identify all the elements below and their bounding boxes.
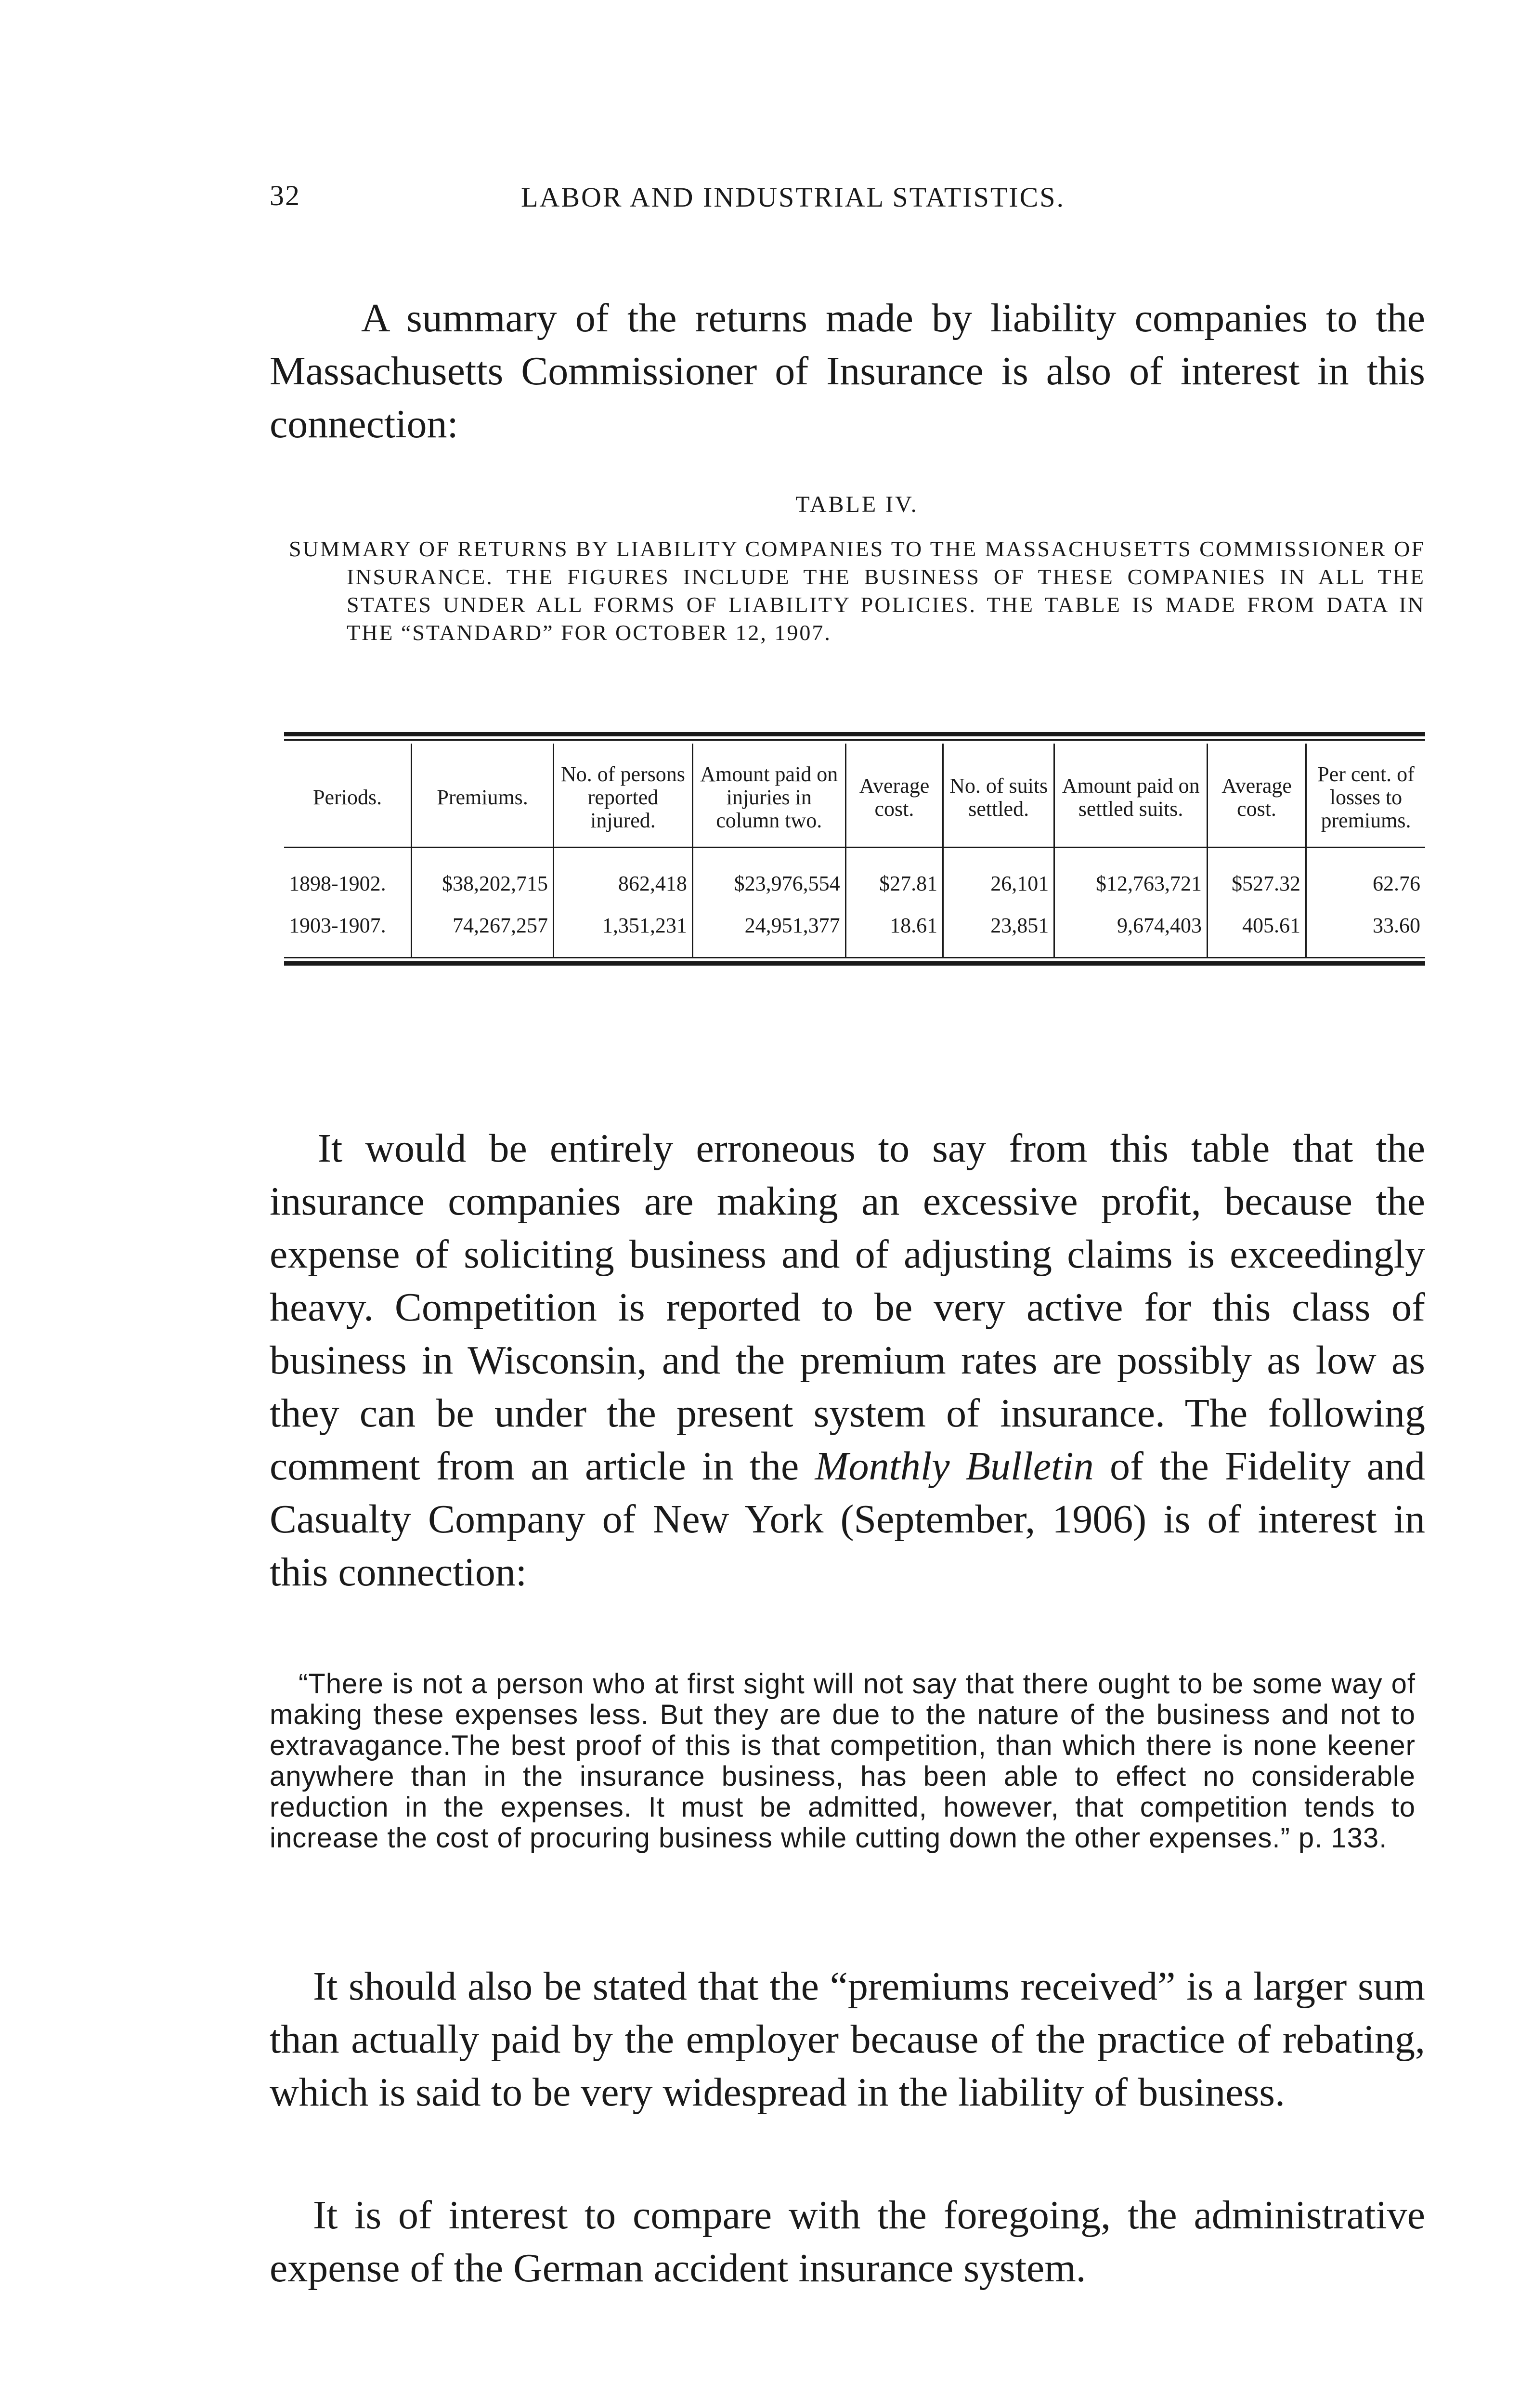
col-header-amount-paid-suits: Amount paid on settled suits.	[1054, 744, 1208, 848]
table-title: SUMMARY OF RETURNS BY LIABILITY COMPANIES TO THE MASSACHUSETTS COMMISSIONER OF INSURANCE. THE FIGURES INCLUDE THE BUSINESS OF THESE COMPANIES IN ALL THE STATES UNDER ALL FORMS OF LIABILITY POLICIES. THE TABLE IS MADE FROM DATA IN THE “STANDARD” FOR OCTOBER 12, 1907.	[289, 537, 1425, 645]
col-header-amount-paid-injuries: Amount paid on injuries in column two.	[692, 744, 845, 848]
running-head: LABOR AND INDUSTRIAL STATISTICS.	[521, 182, 1065, 213]
col-header-suits-settled: No. of suits settled.	[943, 744, 1054, 848]
table-cell: 24,951,377	[692, 904, 845, 957]
page-number: 32	[270, 180, 300, 211]
paragraph-analysis-text-end: of the Fidelity and Casualty Company of New York (September, 1906) is of interest in this connection:	[270, 1444, 1425, 1595]
publication-title: Monthly Bulletin	[815, 1444, 1094, 1489]
table-cell: $527.32	[1207, 848, 1306, 905]
table-cell: 1898-1902.	[289, 872, 386, 895]
col-header-periods: Periods.	[284, 744, 412, 848]
table-row	[284, 848, 1425, 905]
table-caption	[289, 491, 1425, 647]
col-header-average-cost-suits: Average cost.	[1207, 744, 1306, 848]
table-cell: $38,202,715	[412, 848, 554, 905]
table-header-row	[284, 744, 1425, 848]
table-cell: 862,418	[554, 848, 693, 905]
table-bottom-rule	[284, 961, 1425, 966]
table-cell: 62.76	[1306, 848, 1425, 905]
table-bottom-rule-thin	[284, 957, 1425, 958]
table-cell: $12,763,721	[1054, 848, 1208, 905]
table-cell: $27.81	[845, 848, 943, 905]
paragraph-german-system: It is of interest to compare with the foregoing, the administrative expense of the German accident insurance system.	[270, 2193, 1425, 2290]
table-cell: 405.61	[1207, 904, 1306, 957]
page-header	[270, 179, 1233, 222]
returns-table	[284, 744, 1425, 957]
paragraph-analysis-text: It would be entirely erroneous to say from this table that the insurance companies are making an excessive profit, because the expense of soliciting business and of adjusting claims is exceedingly heavy. Competition is reported to be very active for this class of business in Wisconsin, and the premium rates are possibly as low as they can be under the present system of insurance. The following comment from an article in the	[270, 1126, 1425, 1489]
table-cell: 23,851	[943, 904, 1054, 957]
table-cell: 26,101	[943, 848, 1054, 905]
paragraph-intro: A summary of the returns made by liability companies to the Massachusetts Commissioner of Insurance is also of interest in this connection:	[270, 296, 1425, 446]
paragraph-analysis	[270, 1122, 1425, 1599]
table-cell: 18.61	[845, 904, 943, 957]
block-quote: “There is not a person who at first sight will not say that there ought to be some way of making these expenses less. But they are due to the nature of the business and not to extravagance.The best proof of this is that competition, than which there is none keener anywhere than in the insurance business, has been able to effect no considerable reduction in the expenses. It must be admitted, however, that competition tends to increase the cost of procuring business while cutting down the other expenses.” p. 133.	[270, 1668, 1416, 1854]
paragraph-premiums: It should also be stated that the “premiums received” is a larger sum than actually paid by the employer because of the practice of rebating, which is said to be very widespread in the liability of business.	[270, 1964, 1425, 2115]
table-cell: 33.60	[1306, 904, 1425, 957]
summary-table	[284, 732, 1425, 966]
table-cell: 1903-1907.	[289, 914, 386, 937]
table-cell: 74,267,257	[412, 904, 554, 957]
table-cell: $23,976,554	[692, 848, 845, 905]
col-header-persons-injured: No. of persons reported injured.	[554, 744, 693, 848]
table-top-rule	[284, 732, 1425, 736]
col-header-premiums: Premiums.	[412, 744, 554, 848]
table-cell: 9,674,403	[1054, 904, 1208, 957]
col-header-average-cost: Average cost.	[845, 744, 943, 848]
table-number: TABLE IV.	[795, 492, 919, 517]
table-row	[284, 904, 1425, 957]
table-top-rule-thin	[284, 739, 1425, 741]
table-cell: 1,351,231	[554, 904, 693, 957]
col-header-percent-losses: Per cent. of losses to premiums.	[1306, 744, 1425, 848]
